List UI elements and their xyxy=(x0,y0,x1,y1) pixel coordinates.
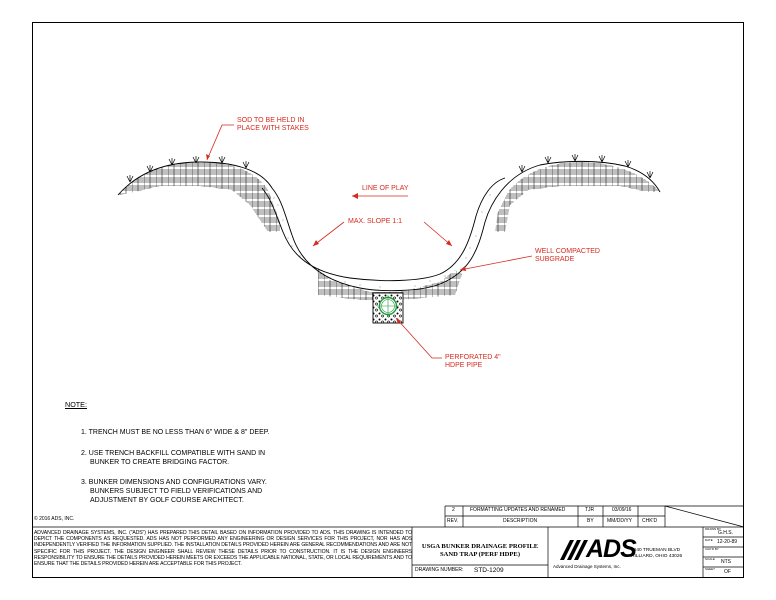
rev-by: TJR xyxy=(585,507,595,513)
rev-description: FORMATTING UPDATES AND RENAMED xyxy=(470,507,566,513)
notes-header: NOTE: xyxy=(65,400,87,409)
company-address-line1: 4640 TRUEMAN BLVD xyxy=(631,548,681,553)
pipe-callout xyxy=(445,354,501,370)
drawn-by-label: DRAWN BY xyxy=(705,527,722,531)
company-address xyxy=(631,548,682,559)
note-item-1 xyxy=(81,429,269,438)
notes-section xyxy=(65,400,269,518)
note-3-line2: BUNKERS SUBJECT TO FIELD VERIFICATIONS AND xyxy=(90,488,263,495)
drawing-title xyxy=(416,543,544,558)
note-3-line1: 3. BUNKER DIMENSIONS AND CONFIGURATIONS VARY. xyxy=(81,479,267,487)
rev-header-rev: REV. xyxy=(447,518,459,524)
company-name: Advanced Drainage Systems, Inc. xyxy=(553,564,621,569)
rev-header-date: MM/DD/YY xyxy=(607,518,632,524)
note-2-line2: BUNKER TO CREATE BRIDGING FACTOR. xyxy=(90,458,230,466)
sod-callout-line1: SOD TO BE HELD IN xyxy=(237,117,305,124)
sand-inner-line xyxy=(262,178,505,281)
drawing-number-label: DRAWING NUMBER: xyxy=(415,567,464,573)
sheet-label: SHEET xyxy=(705,567,716,571)
note-1-line1: 1. TRENCH MUST BE NO LESS THAN 6" WIDE & 8" DEEP. xyxy=(81,429,270,436)
callout-leaders xyxy=(206,125,532,358)
max-slope-label: MAX. SLOPE 1:1 xyxy=(348,218,403,225)
pipe-callout-line1: PERFORATED 4" xyxy=(445,354,501,361)
drawing-title-line1: USGA BUNKER DRAINAGE PROFILE xyxy=(421,543,539,550)
copyright: © 2016 ADS, INC. xyxy=(34,516,75,522)
line-of-play-label: LINE OF PLAY xyxy=(362,185,409,192)
rev-date: 03/09/16 xyxy=(612,507,632,513)
checked-by-label: CHK'D BY xyxy=(705,547,719,551)
drawing-title-line2: SAND TRAP (PERF HDPE) xyxy=(439,550,521,558)
ads-logo-icon xyxy=(560,540,588,560)
note-3-line3: ADJUSTMENT BY GOLF COURSE ARCHITECT. xyxy=(90,496,244,504)
date-label: DATE xyxy=(705,538,713,542)
subgrade-callout xyxy=(535,248,600,264)
scale-label: SCALE xyxy=(705,557,715,561)
right-mound-soil xyxy=(495,162,660,232)
rev-header-description: DESCRIPTION xyxy=(503,518,538,524)
rev-header-by: BY xyxy=(587,518,594,524)
company-logo: ADS xyxy=(586,535,636,563)
note-item-2 xyxy=(81,450,269,468)
drawing-number: STD-1209 xyxy=(474,567,504,574)
disclaimer-text: ADVANCED DRAINAGE SYSTEMS, INC. ("ADS") HAS PREPARED THIS DETAIL BASED ON INFORMATION PROVIDED TO ADS. THIS DRAWING IS INTENDED TO DEPICT THE COMPONENTS AS REQUESTED. ADS HAS NOT PERFORMED ANY ENGINEERING OR DESIGN SERVICES FOR THIS PROJECT, NOR HAS ADS INDEPENDENTLY VERIFIED THE INFORMATION SUPPLIED. THE INSTALLATION DETAILS PROVIDED HEREIN ARE GENERAL RECOMMENDATIONS AND ARE NOT SPECIFIC FOR THIS PROJECT. THE DESIGN ENGINEER SHALL REVIEW THESE DETAILS PRIOR TO CONSTRUCTION. IT IS THE DESIGN ENGINEERS RESPONSIBILITY TO ENSURE THE DETAILS PROVIDED HEREIN MEETS OR EXCEEDS THE APPLICABLE NATIONAL, STATE, OR LOCAL REQUIREMENTS AND TO ENSURE THAT THE DETAILS PROVIDED HEREIN ARE ACCEPTABLE FOR THIS PROJECT. xyxy=(34,530,412,568)
drawn-by-value: G.H.S. xyxy=(718,530,734,536)
sheet-value: OF xyxy=(724,569,731,575)
subgrade-callout-line2: SUBGRADE xyxy=(535,256,575,264)
rev-number: 2 xyxy=(452,507,455,513)
pipe-callout-line2: HDPE PIPE xyxy=(445,362,483,370)
date-value: 12-20-89 xyxy=(717,539,738,545)
sod-callout-line2: PLACE WITH STAKES xyxy=(237,125,309,133)
note-2-line1: 2. USE TRENCH BACKFILL COMPATIBLE WITH SAND IN xyxy=(81,449,266,457)
company-address-line2: HILLIARD, OHIO 43026 xyxy=(631,553,683,559)
subgrade-callout-line1: WELL COMPACTED xyxy=(535,248,600,255)
note-item-3 xyxy=(81,479,269,505)
rev-header-chkd: CHK'D xyxy=(642,518,658,524)
sod-callout xyxy=(237,117,309,133)
scale-value: NTS xyxy=(721,559,731,565)
